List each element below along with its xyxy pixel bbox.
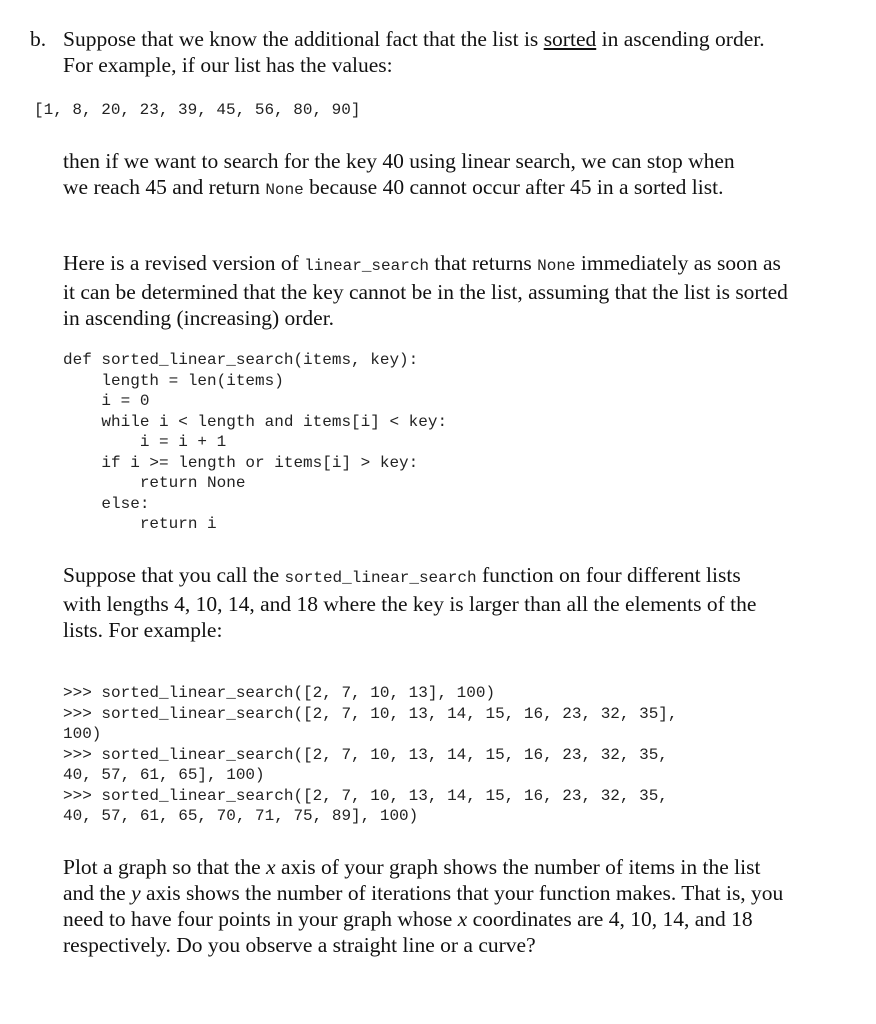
plot-x-variable: x — [266, 855, 276, 879]
revised-inline-code-none: None — [537, 257, 576, 275]
intro-text-before: Suppose that we know the additional fact that the list is — [63, 27, 544, 51]
revised-text-after: immediately as soon as it can be determined that the key cannot be in the list, assuming that the list is sorted in ascending (increasing) order. — [63, 251, 788, 330]
plot-text-2: axis of your graph shows the number of items in the list and the — [63, 855, 761, 905]
plot-text-1: Plot a graph so that the — [63, 855, 267, 879]
revised-inline-code-function: linear_search — [304, 257, 430, 275]
intro-text-after: in ascending order. For example, if our list has the values: — [63, 27, 765, 77]
revised-paragraph — [63, 250, 793, 331]
example-list: [1, 8, 20, 23, 39, 45, 56, 80, 90] — [34, 101, 361, 119]
suppose-inline-code: sorted_linear_search — [284, 569, 477, 587]
plot-text-3: axis shows the number of iterations that your function makes. That is, you need to have four points in your graph whose — [63, 881, 784, 931]
plot-question-paragraph — [63, 854, 793, 958]
suppose-paragraph — [63, 562, 783, 643]
intro-underlined-word: sorted — [543, 27, 597, 51]
plot-text-4: coordinates are 4, 10, 14, and 18 respectively. Do you observe a straight line or a curve? — [63, 907, 753, 957]
function-code-block: def sorted_linear_search(items, key): length = len(items) i = 0 while i < length and items[i] < key: i = i + 1 if i >= length or items[i] > key: return None else: return i — [63, 351, 448, 533]
plot-x-variable-2: x — [457, 907, 468, 931]
part-marker: b. — [30, 27, 47, 51]
stop-inline-code: None — [265, 181, 304, 199]
stop-text-after: because 40 cannot occur after 45 in a sorted list. — [303, 175, 724, 199]
revised-text-middle: that returns — [429, 251, 538, 275]
suppose-text-after: function on four different lists with lengths 4, 10, 14, and 18 where the key is larger than all the elements of the lists. For example: — [63, 563, 757, 642]
intro-paragraph — [63, 26, 783, 78]
suppose-text-before: Suppose that you call the — [63, 563, 285, 587]
stop-paragraph — [63, 148, 763, 203]
revised-text-before: Here is a revised version of — [63, 251, 305, 275]
stop-text-before: then if we want to search for the key 40 using linear search, we can stop when we reach 45 and return — [63, 149, 735, 199]
plot-y-variable: y — [131, 881, 141, 905]
example-calls-code-block: >>> sorted_linear_search([2, 7, 10, 13], 100) >>> sorted_linear_search([2, 7, 10, 13, 14, 15, 16, 23, 32, 35], 100) >>> sorted_linear_search([2, 7, 10, 13, 14, 15, 16, 23, 32, 35, 40, 57, 61, 65], 100) >>> sorted_linear_search([2, 7, 10, 13, 14, 15, 16, 23, 32, 35, 40, 57, 61, 65, 70, 71, 75, 89], 100) — [63, 684, 678, 825]
